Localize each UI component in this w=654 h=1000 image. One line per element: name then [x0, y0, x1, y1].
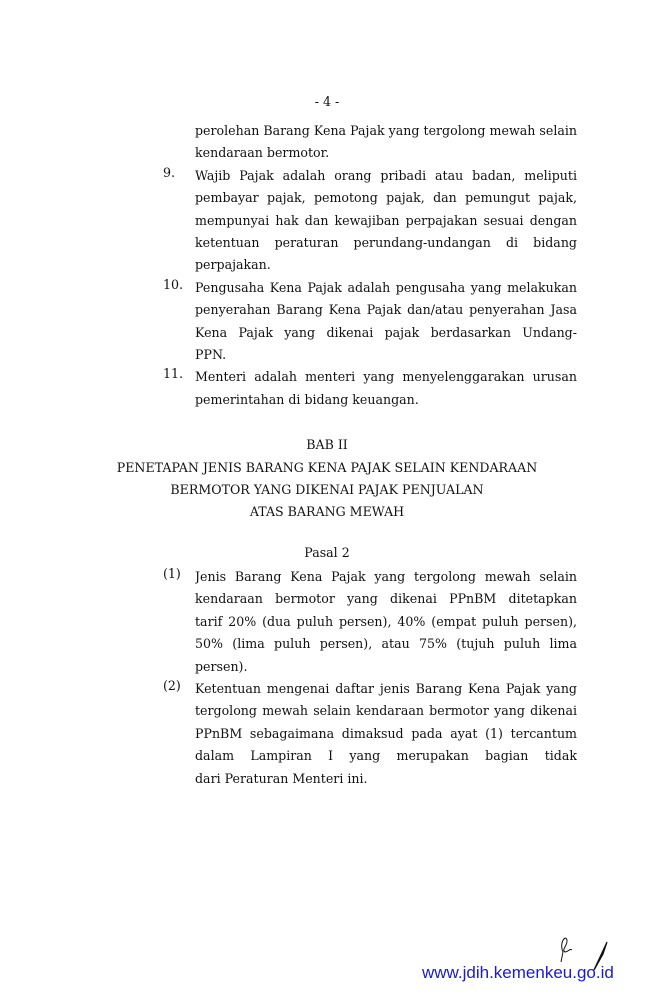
definitions-list — [163, 120, 577, 411]
text-line: Pengusaha Kena Pajak adalah pengusaha yang melakukan — [195, 279, 577, 295]
text-line: tarif 20% (dua puluh persen), 40% (empat puluh persen), — [195, 613, 577, 629]
text-line: kendaraan bermotor yang dikenai PPnBM ditetapkan — [195, 591, 577, 607]
list-item — [163, 366, 577, 411]
article-label: Pasal 2 — [304, 545, 350, 560]
chapter-title-line: ATAS BARANG MEWAH — [249, 504, 405, 519]
text-line: pembayar pajak, pemotong pajak, dan pemungut pajak, — [195, 190, 577, 206]
page-number: - 4 - — [314, 94, 340, 109]
text-line: Wajib Pajak adalah orang pribadi atau badan, meliputi — [195, 167, 577, 183]
list-item — [163, 678, 577, 790]
list-item — [163, 566, 577, 678]
text-line: perpajakan. — [195, 257, 271, 273]
text-line: persen). — [195, 658, 248, 674]
item-number: 9. — [163, 164, 176, 180]
text-line: 50% (lima puluh persen), atau 75% (tujuh puluh lima — [195, 636, 577, 652]
chapter-title-line: BERMOTOR YANG DIKENAI PAJAK PENJUALAN — [170, 482, 484, 497]
list-item — [163, 120, 577, 165]
chapter-label: BAB II — [306, 437, 348, 452]
text-line: perolehan Barang Kena Pajak yang tergolong mewah selain — [195, 123, 577, 138]
item-number: 11. — [163, 366, 184, 382]
list-item — [163, 165, 577, 277]
footer-url[interactable]: www.jdih.kemenkeu.go.id — [422, 963, 614, 982]
item-number: (2) — [163, 677, 181, 693]
text-line: dari Peraturan Menteri ini. — [195, 770, 368, 786]
text-line: penyerahan Barang Kena Pajak dan/atau penyerahan Jasa — [195, 302, 577, 318]
text-line: PPN. — [195, 346, 227, 362]
text-line: Jenis Barang Kena Pajak yang tergolong mewah selain — [195, 569, 577, 584]
text-line: Ketentuan mengenai daftar jenis Barang Kena Pajak yang — [195, 680, 577, 696]
text-line: tergolong mewah selain kendaraan bermotor yang dikenai — [195, 703, 577, 719]
article-paragraphs — [163, 566, 577, 790]
chapter-title-line: PENETAPAN JENIS BARANG KENA PAJAK SELAIN KENDARAAN — [116, 460, 538, 475]
text-line: pemerintahan di bidang keuangan. — [195, 391, 419, 407]
text-line: mempunyai hak dan kewajiban perpajakan sesuai dengan — [195, 212, 577, 228]
item-number: 10. — [163, 276, 184, 292]
text-line: ketentuan peraturan perundang-undangan di bidang — [195, 234, 577, 250]
text-line: kendaraan bermotor. — [195, 145, 330, 161]
list-item — [163, 277, 577, 367]
text-line: PPnBM sebagaimana dimaksud pada ayat (1) tercantum — [195, 725, 577, 741]
text-line: Menteri adalah menteri yang menyelenggarakan urusan — [195, 369, 577, 385]
text-line: dalam Lampiran I yang merupakan bagian tidak — [195, 748, 577, 764]
text-line: Kena Pajak yang dikenai pajak berdasarkan Undang- — [195, 324, 577, 340]
item-number: (1) — [163, 566, 181, 581]
